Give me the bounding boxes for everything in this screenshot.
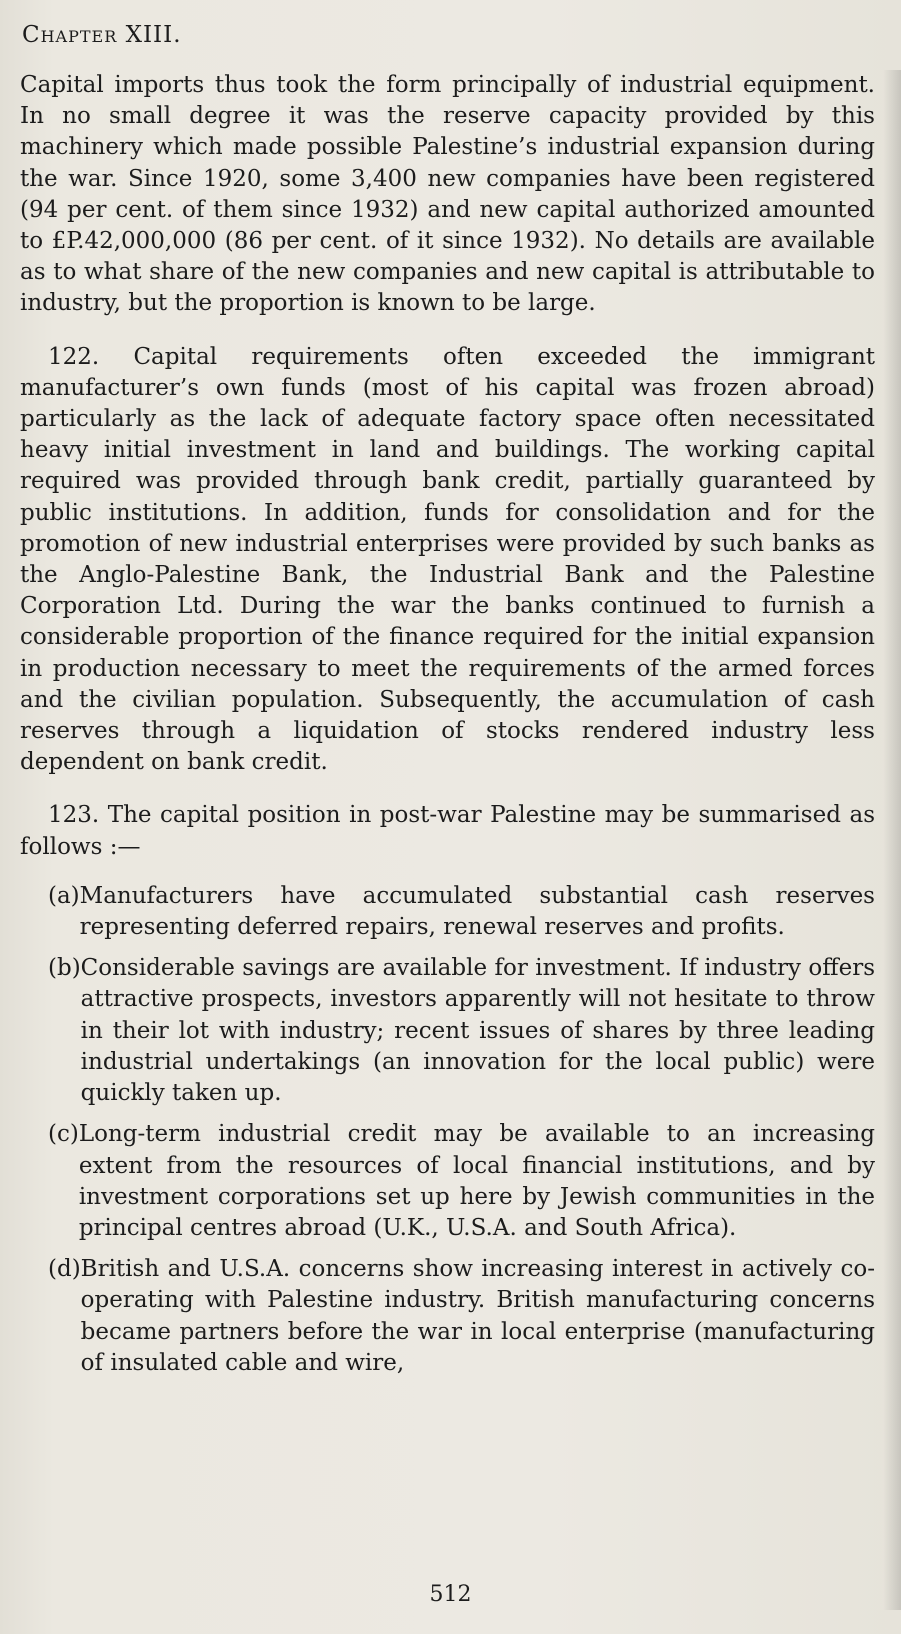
list-item-c <box>20 1119 875 1244</box>
list-item-text: Considerable savings are available for investment. If industry offers attractive prospects, investors apparently will not hesitate to throw in their lot with industry; recent issues of shares by three leading industrial undertakings (an innovation for the local public) were quickly taken up. <box>80 955 875 1107</box>
list-item-text: British and U.S.A. concerns show increasing interest in actively co-operating with Palestine industry. British manufacturing concerns became partners before the war in local enterprise (manufacturing of insulated cable and wire, <box>80 1256 875 1376</box>
chapter-heading: Chapter XIII. <box>22 22 182 48</box>
document-body <box>20 22 875 1379</box>
list-item-b <box>20 953 875 1109</box>
list-item-a <box>20 881 875 943</box>
list-item-d <box>20 1254 875 1379</box>
paragraph-122: 122. Capital requirements often exceeded the immigrant manufacturer’s own funds (most of his capital was frozen abroad) particularly as the lack of adequate factory space often necessitated heavy initial investment in land and buildings. The working capital required was provided through bank credit, partially guaranteed by public institutions. In addition, funds for consolidation and for the promotion of new industrial enterprises were provided by such banks as the Anglo-Palestine Bank, the Industrial Bank and the Palestine Corporation Ltd. During the war the banks continued to furnish a considerable proportion of the finance required for the initial expansion in production necessary to meet the requirements of the armed forces and the civilian population. Subsequently, the accumulation of cash reserves through a liquidation of stocks rendered industry less dependent on bank credit. <box>20 343 875 776</box>
list-marker: (b) <box>48 955 81 982</box>
capital-position-list <box>20 881 875 1379</box>
list-item-text: Long-term industrial credit may be available to an increasing extent from the resources of local financial institutions, and by investment corporations set up here by Jewish communities in the principal centres abroad (U.K., U.S.A. and South Africa). <box>78 1121 875 1241</box>
list-marker: (a) <box>48 882 80 909</box>
paragraph-123: 123. The capital position in post-war Palestine may be summarised as follows :— <box>20 802 875 860</box>
page-number: 512 <box>429 1582 472 1607</box>
list-marker: (c) <box>48 1121 79 1148</box>
paragraph-capital-imports: Capital imports thus took the form principally of industrial equipment. In no small degree it was the reserve capacity provided by this machinery which made possible Palestine’s industrial expansion during the war. Since 1920, some 3,400 new companies have been registered (94 per cent. of them since 1932) and new capital authorized amounted to £P.42,000,000 (86 per cent. of it since 1932). No details are available as to what share of the new companies and new capital is attributable to industry, but the proportion is known to be large. <box>20 72 875 317</box>
page-edge-shadow <box>883 70 901 1610</box>
list-item-text: Manufacturers have accumulated substantial cash reserves representing deferred repairs, renewal reserves and profits. <box>79 882 875 941</box>
list-marker: (d) <box>48 1256 81 1283</box>
